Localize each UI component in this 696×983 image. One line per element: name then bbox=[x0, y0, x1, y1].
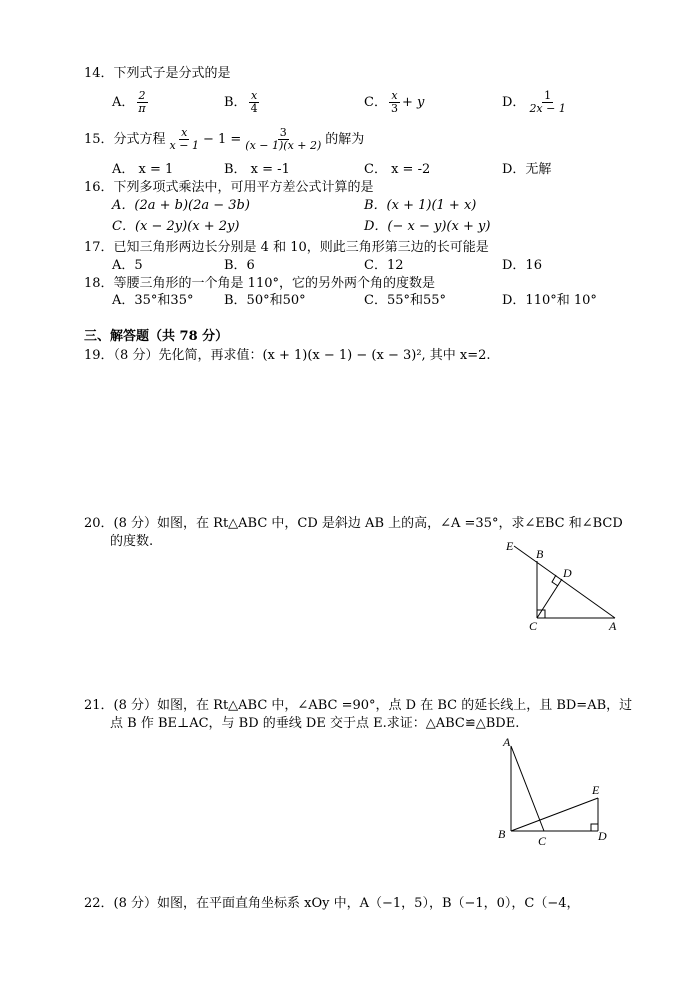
q21-figure bbox=[494, 734, 619, 849]
q15-option-c: C． x = -2 bbox=[364, 162, 431, 177]
q16-option-c: C．(x − 2y)(x + 2y) bbox=[112, 219, 240, 234]
q18-stem: 18．等腰三角形的一个角是 110°，它的另外两个角的度数是 bbox=[84, 276, 435, 291]
q16-option-a: A．(2a + b)(2a − 3b) bbox=[112, 198, 250, 213]
q21-right-angle-d bbox=[591, 824, 598, 831]
q15-option-d: D．无解 bbox=[502, 162, 552, 177]
q14-option-c: C． $\frac{x}{3}$ + y bbox=[364, 88, 425, 115]
q16-option-b: B．(x + 1)(1 + x) bbox=[364, 198, 477, 213]
q20-label-a: A bbox=[609, 619, 617, 633]
q22-line1: 22．(8 分）如图，在平面直角坐标系 xOy 中，A（−1，5），B（−1，0），C（−4， bbox=[84, 896, 580, 911]
q21-line-ac bbox=[511, 746, 544, 831]
q14-option-b: B． $\frac{x}{4}$ bbox=[224, 88, 258, 115]
q21-label-a: A bbox=[503, 735, 511, 749]
q21-line-be bbox=[511, 798, 598, 831]
q17-option-a: A．5 bbox=[112, 258, 143, 273]
q16-stem: 16．下列多项式乘法中，可用平方差公式计算的是 bbox=[84, 180, 374, 195]
q17-option-c: C．12 bbox=[364, 258, 404, 273]
q17-stem: 17．已知三角形两边长分别是 4 和 10，则此三角形第三边的长可能是 bbox=[84, 240, 489, 255]
q20-line2: 的度数. bbox=[110, 534, 154, 549]
q18-option-c: C．55°和55° bbox=[364, 293, 447, 308]
q16-option-d: D．(− x − y)(x + y) bbox=[364, 219, 491, 234]
q17-option-d: D．16 bbox=[502, 258, 542, 273]
q18-option-a: A．35°和35° bbox=[112, 293, 194, 308]
q18-option-d: D．110°和 10° bbox=[502, 293, 597, 308]
q15-option-b: B． x = -1 bbox=[224, 162, 290, 177]
q21-label-e: E bbox=[592, 783, 600, 797]
q14-stem: 14．下列式子是分式的是 bbox=[84, 66, 231, 81]
q20-line1: 20．(8 分）如图，在 Rt△ABC 中，CD 是斜边 AB 上的高，∠A =35°，求∠EBC 和∠BCD bbox=[84, 516, 623, 531]
q20-label-c: C bbox=[529, 619, 538, 633]
q19-text: 19．（8 分）先化简，再求值：(x + 1)(x − 1) − (x − 3)², 其中 x=2. bbox=[84, 348, 491, 363]
q18-option-b: B．50°和50° bbox=[224, 293, 306, 308]
q20-line-ea bbox=[514, 546, 615, 618]
q14-option-a: A． $\frac{2}{\pi}$ bbox=[112, 88, 146, 115]
q21-line1: 21．(8 分）如图，在 Rt△ABC 中，∠ABC =90°，点 D 在 BC 的延长线上，且 BD=AB，过 bbox=[84, 698, 633, 713]
q20-label-e: E bbox=[506, 539, 514, 553]
q21-line2: 点 B 作 BE⊥AC，与 BD 的垂线 DE 交于点 E.求证：△ABC≌△BDE. bbox=[110, 716, 520, 731]
q14-option-d: D． $\frac{1}{2x - 1}$ bbox=[502, 88, 566, 115]
q20-figure bbox=[500, 536, 630, 636]
q17-option-b: B．6 bbox=[224, 258, 255, 273]
q15-option-a: A． x = 1 bbox=[112, 162, 174, 177]
q21-label-c: C bbox=[538, 834, 547, 848]
q20-label-b: B bbox=[536, 547, 544, 561]
q20-line-cd bbox=[537, 579, 562, 618]
q21-label-d: D bbox=[598, 829, 607, 843]
q21-label-b: B bbox=[498, 827, 506, 841]
q20-label-d: D bbox=[563, 566, 572, 580]
section-title: 三、解答题（共 78 分） bbox=[84, 329, 229, 344]
q15-stem: 15．分式方程 $\frac{x}{x - 1}$ − 1 = $\frac{3}{(x - 1)(x + 2)}$ 的解为 bbox=[84, 125, 365, 152]
